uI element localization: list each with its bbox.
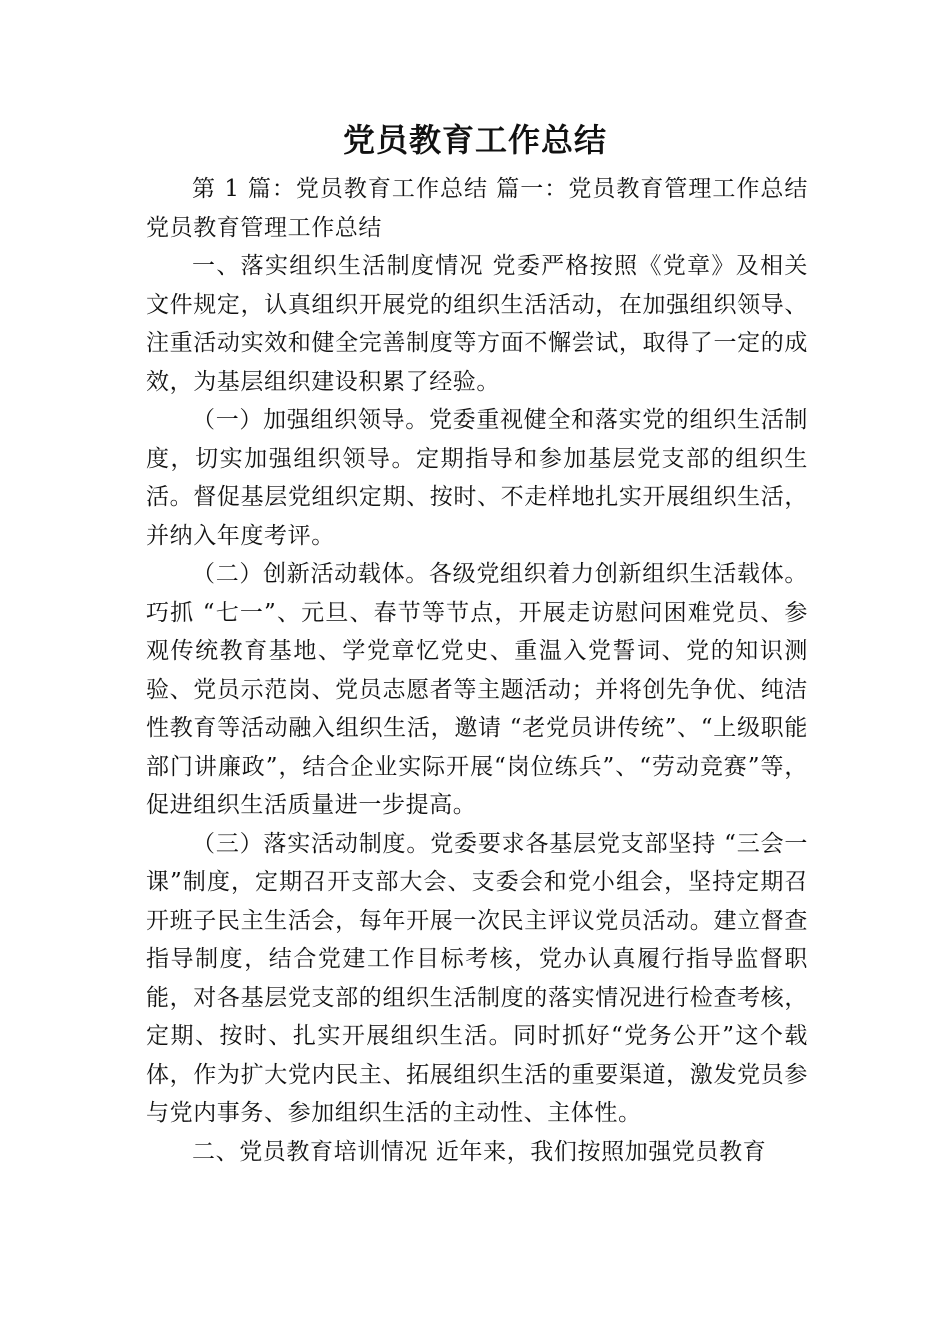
paragraph-heading-line: 第 1 篇：党员教育工作总结 篇一：党员教育管理工作总结 党员教育管理工作总结	[146, 176, 808, 241]
document-body	[146, 170, 808, 1171]
paragraph-section-two: 二、党员教育培训情况 近年来，我们按照加强党员教育	[192, 1138, 767, 1165]
document-title: 党员教育工作总结	[342, 121, 607, 159]
paragraph-subsection-two: （二）创新活动载体。各级党组织着力创新组织生活载体。巧抓 “七一”、元旦、春节等节点，开展走访慰问困难党员、参观传统教育基地、学党章忆党史、重温入党誓词、党的知识测验、党员示范岗、党员志愿者等主题活动；并将创先争优、纯洁性教育等活动融入组织生活，邀请 “老党员讲传统”、“上级职能部门讲廉政”，结合企业实际开展“岗位练兵”、“劳动竞赛”等，促进组织生活质量进一步提高。	[146, 561, 808, 818]
paragraph-subsection-one: （一）加强组织领导。党委重视健全和落实党的组织生活制度，切实加强组织领导。定期指导和参加基层党支部的组织生活。督促基层党组织定期、按时、不走样地扎实开展组织生活，并纳入年度考评。	[146, 407, 808, 549]
paragraph-subsection-three: （三）落实活动制度。党委要求各基层党支部坚持 “三会一课”制度，定期召开支部大会、支委会和党小组会，坚持定期召开班子民主生活会，每年开展一次民主评议党员活动。建立督查指导制度，结合党建工作目标考核，党办认真履行指导监督职能，对各基层党支部的组织生活制度的落实情况进行检查考核，定期、按时、扎实开展组织生活。同时抓好“党务公开”这个载体，作为扩大党内民主、拓展组织生活的重要渠道，激发党员参与党内事务、参加组织生活的主动性、主体性。	[146, 830, 808, 1126]
paragraph-section-one: 一、落实组织生活制度情况 党委严格按照《党章》及相关文件规定，认真组织开展党的组织生活活动，在加强组织领导、注重活动实效和健全完善制度等方面不懈尝试，取得了一定的成效，为基层组织建设积累了经验。	[146, 253, 808, 395]
